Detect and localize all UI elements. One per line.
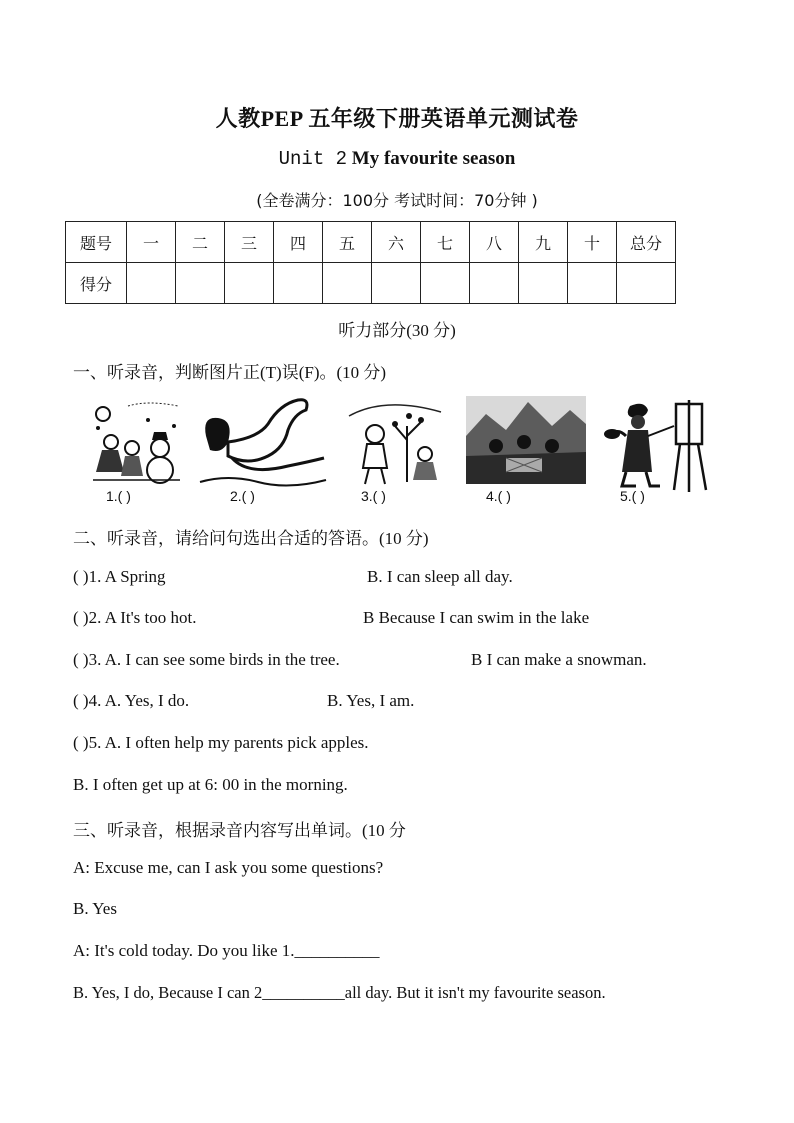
score-input-cell[interactable] (372, 263, 421, 304)
swimmer-picture (198, 396, 330, 488)
question-4-a: ( )4. A. Yes, I do. (73, 691, 190, 710)
section2-heading: 二、听录音，请给问句选出合适的答语。(10 分) (73, 529, 429, 548)
score-input-cell[interactable] (421, 263, 470, 304)
question-5-b: B. I often get up at 6: 00 in the morning. (73, 775, 348, 794)
score-input-cell[interactable] (519, 263, 568, 304)
score-input-cell[interactable] (274, 263, 323, 304)
score-cell-q6: 六 (372, 222, 421, 263)
score-input-cell[interactable] (176, 263, 225, 304)
score-cell-q10: 十 (568, 222, 617, 263)
score-input-cell[interactable] (127, 263, 176, 304)
unit-title (0, 148, 794, 170)
dialogue-line-3[interactable]: A: It's cold today. Do you like 1.__________ (73, 941, 380, 960)
question-2-a: ( )2. A It's too hot. (73, 608, 197, 627)
score-table-score-row (66, 263, 676, 304)
score-table (65, 221, 676, 304)
picture-1-caption: 1.( ) (106, 488, 131, 504)
question-3-a: ( )3. A. I can see some birds in the tree. (73, 650, 340, 669)
exam-info: (全卷满分：100分 考试时间：70分钟 ) (256, 191, 538, 210)
question-2-b: B Because I can swim in the lake (363, 608, 590, 627)
page-title: 人教PEP 五年级下册英语单元测试卷 (215, 106, 579, 131)
unit-name: My favourite season (351, 148, 516, 169)
score-cell-q1: 一 (127, 222, 176, 263)
score-cell-q9: 九 (519, 222, 568, 263)
score-cell-q2: 二 (176, 222, 225, 263)
question-5-a: ( )5. A. I often help my parents pick apples. (73, 733, 369, 752)
question-3-b: B I can make a snowman. (471, 650, 647, 669)
painter-picture (602, 396, 714, 492)
score-cell-label: 题号 (66, 222, 127, 263)
picture-4-caption: 4.( ) (486, 488, 511, 504)
score-cell-q3: 三 (225, 222, 274, 263)
dialogue-line-4[interactable]: B. Yes, I do, Because I can 2__________all day. But it isn't my favourite season. (73, 983, 606, 1002)
picture-5-caption: 5.( ) (620, 488, 645, 504)
question-1-a: ( )1. A Spring (73, 567, 166, 586)
picture-3-caption: 3.( ) (361, 488, 386, 504)
dialogue-line-2: B. Yes (73, 899, 117, 918)
score-input-cell[interactable] (470, 263, 519, 304)
picnic-picture (466, 396, 586, 488)
score-cell-q8: 八 (470, 222, 519, 263)
listening-heading: 听力部分(30 分) (338, 321, 456, 340)
snowman-kids-picture (88, 396, 183, 488)
score-input-cell[interactable] (323, 263, 372, 304)
unit-number: Unit 2 (278, 148, 348, 170)
score-input-cell[interactable] (568, 263, 617, 304)
question-1-b: B. I can sleep all day. (367, 567, 513, 586)
score-cell-total: 总分 (617, 222, 676, 263)
tree-planting-picture (345, 396, 445, 488)
section3-heading: 三、听录音，根据录音内容写出单词。(10 分 (73, 821, 406, 840)
picture-2-caption: 2.( ) (230, 488, 255, 504)
score-row-label: 得分 (66, 263, 127, 304)
score-input-cell-total[interactable] (617, 263, 676, 304)
score-cell-q4: 四 (274, 222, 323, 263)
score-input-cell[interactable] (225, 263, 274, 304)
score-cell-q7: 七 (421, 222, 470, 263)
section1-heading: 一、听录音，判断图片正(T)误(F)。(10 分) (73, 363, 387, 382)
score-cell-q5: 五 (323, 222, 372, 263)
question-4-b: B. Yes, I am. (327, 691, 415, 710)
score-table-header-row (66, 222, 676, 263)
dialogue-line-1: A: Excuse me, can I ask you some questions? (73, 858, 384, 877)
